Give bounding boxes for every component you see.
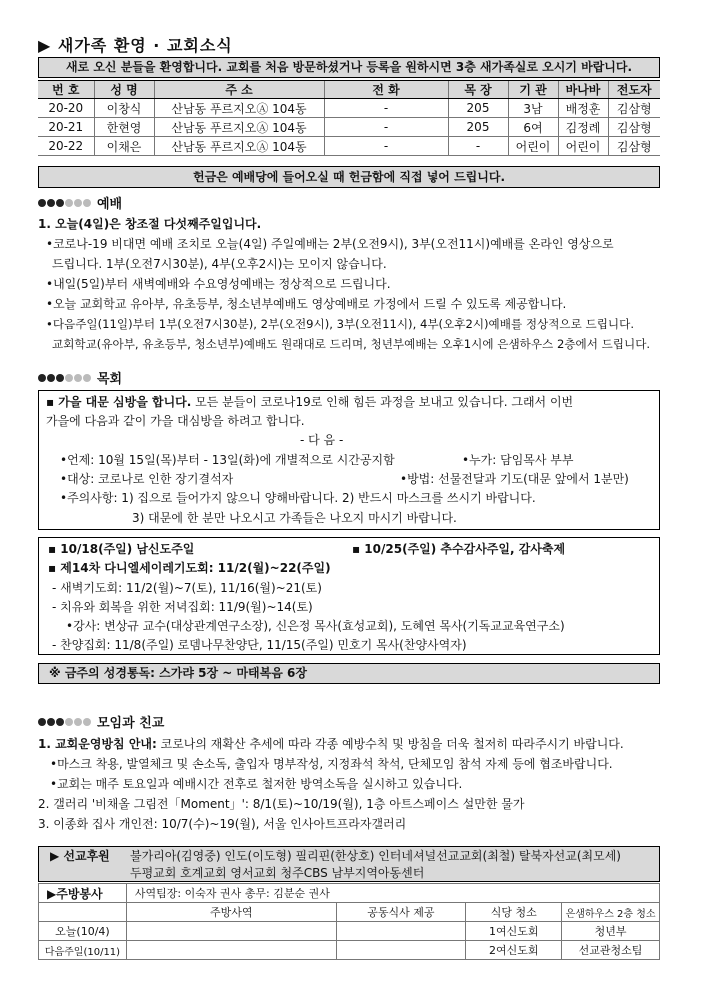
cell: 이채은 [94, 137, 154, 156]
kitchen-table [38, 883, 660, 960]
event-mens-sunday: ▪ 10/18(주일) 남신도주일 [48, 542, 195, 556]
table-row [39, 922, 660, 941]
visitation-text: 모든 분들이 코로나19로 인해 힘든 과정을 보내고 있습니다. 그래서 이번 [191, 395, 574, 409]
event-thanksgiving: ▪ 10/25(주일) 추수감사주일, 감사축제 [352, 542, 566, 556]
worship-item-1: 1. 오늘(4일)은 창조절 다섯째주일입니다. [38, 217, 262, 231]
col-address: 주 소 [154, 81, 324, 99]
table-row [38, 118, 660, 137]
cell: 산남동 푸르지오Ⓐ 104동 [154, 137, 324, 156]
cell [126, 941, 336, 960]
fellowship-item-head: 1. 교회운영방침 안내: [38, 737, 157, 751]
visitation-text: 가을에 다음과 같이 가을 대심방을 하려고 합니다. [46, 414, 305, 428]
cell: 은샘하우스 2층 청소 [562, 903, 660, 922]
bullet-dots-icon [38, 199, 91, 207]
cell: 산남동 푸르지오Ⓐ 104동 [154, 118, 324, 137]
worship-line: 교회학교(유아부, 유초등부, 청소년부)예배도 원래대로 드리며, 청년부예배는 오후1시에 은샘하우스 2층에서 드립니다. [52, 337, 651, 351]
col-evangelist: 전도자 [608, 81, 660, 99]
section-title: 목회 [97, 372, 123, 387]
visitation-head: ▪ 가을 대문 심방을 합니다. [46, 395, 192, 409]
cell: 오늘(10/4) [39, 922, 127, 941]
cell: 김삼형 [608, 137, 660, 156]
cell: 20-20 [38, 99, 94, 118]
cell: 20-21 [38, 118, 94, 137]
cell [126, 922, 336, 941]
col-phone: 전 화 [324, 81, 448, 99]
kitchen-header-row [39, 903, 660, 922]
section-title: 예배 [97, 197, 123, 212]
visitation-caution: 3) 대문에 한 분만 나오시고 가족들은 나오지 마시기 바랍니다. [132, 511, 457, 525]
visitation-who: •누가: 담임목사 부부 [462, 453, 574, 467]
table-row [38, 137, 660, 156]
cell: 205 [448, 99, 508, 118]
cell: 한현영 [94, 118, 154, 137]
cell: 선교관청소팀 [562, 941, 660, 960]
newcomer-header-row [38, 81, 660, 99]
col-barnabas: 바나바 [558, 81, 608, 99]
visitation-method: •방법: 선물전달과 기도(대문 앞에서 1분만) [400, 472, 629, 486]
cell: - [324, 137, 448, 156]
pastoral-section-heading [38, 368, 122, 387]
kitchen-title-row [39, 884, 660, 903]
visitation-divider: - 다 음 - [300, 433, 344, 447]
col-department: 기 관 [508, 81, 558, 99]
worship-section-heading [38, 193, 122, 212]
cell: 어린이 [508, 137, 558, 156]
cell: 식당 청소 [466, 903, 562, 922]
cell: 어린이 [558, 137, 608, 156]
fellowship-section-heading [38, 712, 164, 731]
kitchen-label: ▶주방봉사 [39, 884, 127, 903]
worship-line: •다음주일(11일)부터 1부(오전7시30분), 2부(오전9시), 3부(오전11시), 4부(오후2시)예배를 정상적으로 드립니다. [46, 317, 635, 331]
cell: 3남 [508, 99, 558, 118]
cell [39, 903, 127, 922]
fellowship-item-1 [38, 734, 624, 754]
cell [336, 922, 466, 941]
cell: 6여 [508, 118, 558, 137]
cell: 다음주일(10/11) [39, 941, 127, 960]
cell: 주방사역 [126, 903, 336, 922]
fellowship-item-3: 3. 이종화 집사 개인전: 10/7(수)~19(월), 서울 인사아트프라자갤러리 [38, 817, 407, 831]
cell: 이창식 [94, 99, 154, 118]
cell: 공동식사 제공 [336, 903, 466, 922]
cell: 20-22 [38, 137, 94, 156]
visitation-target: •대상: 코로나로 인한 장기결석자 [60, 472, 234, 486]
cell: 김정례 [558, 118, 608, 137]
bullet-dots-icon [38, 718, 91, 726]
event-daniel-prayer: ▪ 제14차 다니엘세이레기도회: 11/2(월)~22(주일) [48, 561, 331, 575]
cell [336, 941, 466, 960]
table-row [38, 99, 660, 118]
cell: 205 [448, 118, 508, 137]
worship-line: •코로나-19 비대면 예배 조치로 오늘(4일) 주일예배는 2부(오전9시), 3부(오전11시)예배를 온라인 영상으로 [46, 237, 614, 251]
worship-line: 드립니다. 1부(오전7시30분), 4부(오후2시)는 모이지 않습니다. [52, 257, 387, 271]
cell: 청년부 [562, 922, 660, 941]
welcome-banner: 새로 오신 분들을 환영합니다. 교회를 처음 방문하셨거나 등록을 원하시면 3층 새가족실로 오시기 바랍니다. [38, 57, 660, 78]
cell: 산남동 푸르지오Ⓐ 104동 [154, 99, 324, 118]
col-group: 목 장 [448, 81, 508, 99]
fellowship-bullet: •교회는 매주 토요일과 예배시간 전후로 철저한 방역소독을 실시하고 있습니다. [50, 777, 463, 791]
visitation-intro [46, 392, 573, 412]
cell: 김삼형 [608, 99, 660, 118]
missions-line: 불가리아(김영중) 인도(이도형) 필리핀(한상호) 인터네셔널선교교회(최철) 탈북자선교(최모세) [130, 849, 621, 863]
visitation-when: •언제: 10월 15일(목)부터 - 13일(화)에 개별적으로 시간공지함 [60, 453, 395, 467]
missions-label: ▶ 선교후원 [50, 849, 110, 863]
newcomer-table [38, 80, 660, 156]
bible-reading-banner: ※ 금주의 성경통독: 스가랴 5장 ~ 마태복음 6장 [38, 663, 660, 684]
cell: 김삼형 [608, 118, 660, 137]
bullet-dots-icon [38, 374, 91, 382]
worship-line: •오늘 교회학교 유아부, 유초등부, 청소년부예배도 영상예배로 가정에서 드릴 수 있도록 제공합니다. [46, 297, 567, 311]
event-line: •강사: 변상규 교수(대상관계연구소장), 신은정 목사(효성교회), 도혜연 목사(기독교교육연구소) [66, 619, 565, 633]
cell: - [324, 99, 448, 118]
fellowship-item-2: 2. 갤러리 '비채올 그림전「Moment」': 8/1(토)~10/19(월), 1층 아트스페이스 설만한 물가 [38, 797, 525, 811]
cell: - [324, 118, 448, 137]
cell: 1여신도회 [466, 922, 562, 941]
cell: - [448, 137, 508, 156]
table-row [39, 941, 660, 960]
fellowship-bullet: •마스크 착용, 발열체크 및 손소독, 출입자 명부작성, 지정좌석 착석, 단체모임 참석 자제 등에 협조바랍니다. [50, 757, 613, 771]
page-title: ▶ 새가족 환영 · 교회소식 [38, 36, 233, 55]
missions-line: 두평교회 호계교회 영서교회 청주CBS 남부지역아동센터 [130, 866, 425, 880]
fellowship-item-text: 코로나의 재확산 추세에 따라 각종 예방수칙 및 방침을 더욱 철저히 따라주시기 바랍니다. [156, 737, 624, 751]
event-line: - 새벽기도회: 11/2(월)~7(토), 11/16(월)~21(토) [52, 581, 322, 595]
worship-line: •내일(5일)부터 새벽예배와 수요영성예배는 정상적으로 드립니다. [46, 277, 391, 291]
cell: 배정훈 [558, 99, 608, 118]
col-name: 성 명 [94, 81, 154, 99]
offering-notice: 헌금은 예배당에 들어오실 때 헌금함에 직접 넣어 드립니다. [38, 166, 660, 188]
visitation-caution: •주의사항: 1) 집으로 들어가지 않으니 양해바랍니다. 2) 반드시 마스크를 쓰시기 바랍니다. [60, 491, 536, 505]
col-number: 번 호 [38, 81, 94, 99]
event-line: - 찬양집회: 11/8(주일) 로뎀나무찬양단, 11/15(주일) 민호기 목사(찬양사역자) [52, 638, 467, 652]
cell: 2여신도회 [466, 941, 562, 960]
section-title: 모임과 친교 [97, 716, 165, 731]
kitchen-staff: 사역팀장: 이숙자 권사 총무: 김분순 권사 [126, 884, 659, 903]
event-line: - 치유와 회복을 위한 저녁집회: 11/9(월)~14(토) [52, 600, 313, 614]
